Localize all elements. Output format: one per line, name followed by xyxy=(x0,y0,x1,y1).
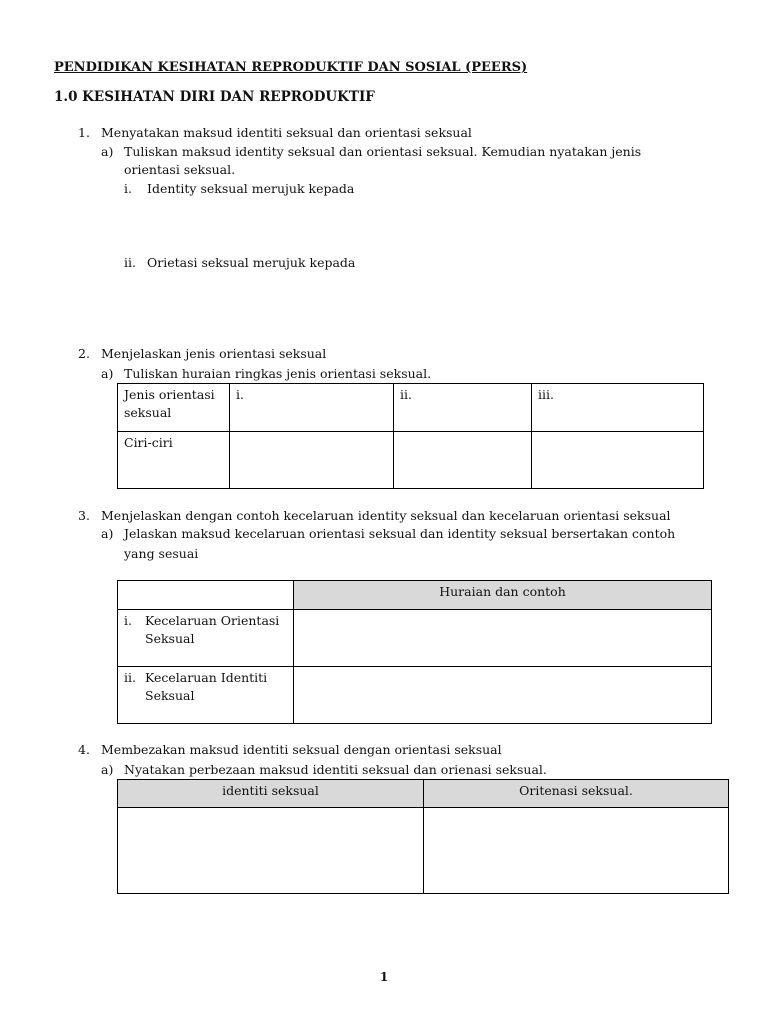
identity-disorder-answer[interactable] xyxy=(294,667,712,724)
q4-a-text: Nyatakan perbezaan maksud identiti seksual dan orienasi seksual. xyxy=(124,762,547,777)
identity-column-header: identiti seksual xyxy=(118,780,424,808)
q2-a-text: Tuliskan huraian ringkas jenis orientasi seksual. xyxy=(124,366,432,381)
orientation-type-label-line1: Jenis orientasi xyxy=(124,387,215,402)
section-heading: 1.0 KESIHATAN DIRI DAN REPRODUKTIF xyxy=(54,89,375,105)
orientation-type-cell-1[interactable]: i. xyxy=(230,384,394,432)
q1-ii-text: Orietasi seksual merujuk kepada xyxy=(147,255,356,270)
q3-text: Menjelaskan dengan contoh kecelaruan identity seksual dan kecelaruan orientasi seksual xyxy=(101,508,671,523)
identity-answer-cell[interactable] xyxy=(118,808,424,894)
q1-text: Menyatakan maksud identiti seksual dan orientasi seksual xyxy=(101,125,472,140)
q4-a-label: a) xyxy=(101,762,114,777)
characteristics-cell-1[interactable] xyxy=(230,432,394,489)
orientation-answer-cell[interactable] xyxy=(424,808,729,894)
q4-number: 4. xyxy=(78,742,90,757)
orientation-types-table xyxy=(117,383,704,489)
identity-disorder-label xyxy=(118,667,294,724)
q1-a-line1: Tuliskan maksud identity seksual dan orientasi seksual. Kemudian nyatakan jenis xyxy=(124,144,642,159)
q1-i-text: Identity seksual merujuk kepada xyxy=(147,181,355,196)
orientation-disorder-line2: Seksual xyxy=(145,631,195,646)
q1-a-label: a) xyxy=(101,144,114,159)
orientation-disorder-answer[interactable] xyxy=(294,610,712,667)
orientation-type-label-line2: seksual xyxy=(124,405,172,420)
q1-a-line2: orientasi seksual. xyxy=(124,162,236,177)
orientation-type-cell-3[interactable]: iii. xyxy=(532,384,704,432)
orientation-disorder-label xyxy=(118,610,294,667)
q1-ii-label: ii. xyxy=(124,255,136,270)
orientation-disorder-line1: Kecelaruan Orientasi xyxy=(145,613,280,628)
orientation-disorder-num: i. xyxy=(124,613,132,628)
disorder-table-corner xyxy=(118,581,294,610)
identity-disorder-line2: Seksual xyxy=(145,688,195,703)
q1-number: 1. xyxy=(78,125,90,140)
q3-a-line2: yang sesuai xyxy=(124,546,199,561)
identity-disorder-num: ii. xyxy=(124,670,136,685)
orientation-type-cell-2[interactable]: ii. xyxy=(394,384,532,432)
disorder-table xyxy=(117,580,712,724)
document-title: PENDIDIKAN KESIHATAN REPRODUKTIF DAN SOSIAL (PEERS) xyxy=(54,60,528,75)
orientation-type-label-cell xyxy=(118,384,230,432)
q3-number: 3. xyxy=(78,508,90,523)
comparison-table xyxy=(117,779,729,894)
q2-number: 2. xyxy=(78,346,90,361)
page-number: 1 xyxy=(379,970,389,984)
q2-text: Menjelaskan jenis orientasi seksual xyxy=(101,346,327,361)
q1-i-label: i. xyxy=(124,181,132,196)
characteristics-cell-2[interactable] xyxy=(394,432,532,489)
q3-a-label: a) xyxy=(101,526,114,541)
orientation-column-header: Oritenasi seksual. xyxy=(424,780,729,808)
disorder-table-header: Huraian dan contoh xyxy=(294,581,712,610)
characteristics-label-cell: Ciri-ciri xyxy=(118,432,230,489)
q2-a-label: a) xyxy=(101,366,114,381)
q3-a-line1: Jelaskan maksud kecelaruan orientasi seksual dan identity seksual bersertakan contoh xyxy=(124,526,676,541)
characteristics-cell-3[interactable] xyxy=(532,432,704,489)
q4-text: Membezakan maksud identiti seksual dengan orientasi seksual xyxy=(101,742,502,757)
identity-disorder-line1: Kecelaruan Identiti xyxy=(145,670,268,685)
